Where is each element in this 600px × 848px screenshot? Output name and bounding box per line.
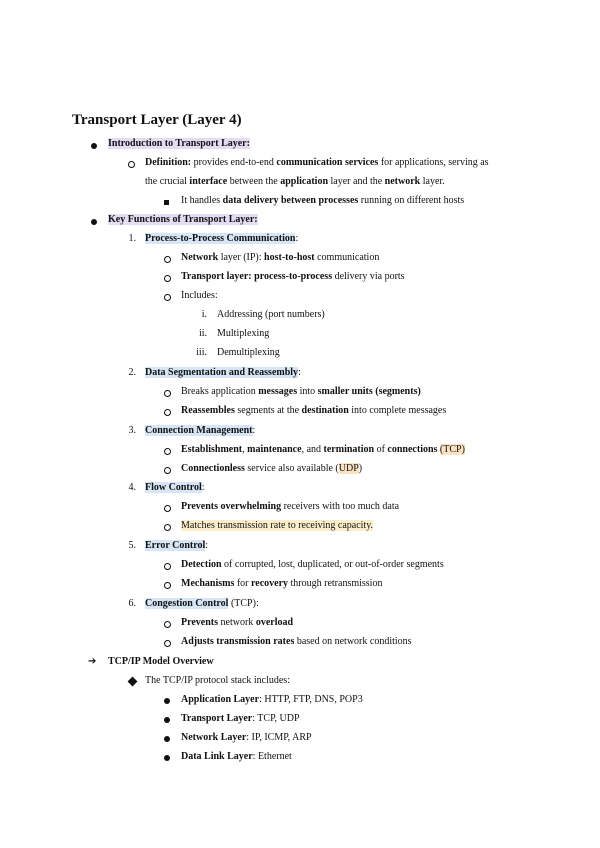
function-1-item-transport: Transport layer: process-to-process delivery via ports	[181, 271, 405, 282]
bullet-circle-icon	[164, 253, 171, 267]
handles-line: It handles data delivery between processes running on different hosts	[181, 195, 465, 206]
definition-line-2: the crucial interface between the application layer and the network layer.	[145, 176, 445, 187]
bullet-circle-icon	[164, 406, 171, 420]
bullet-circle-icon	[164, 502, 171, 516]
bullet-circle-icon	[164, 560, 171, 574]
roman-numeral: iii.	[196, 347, 207, 358]
bullet-dot-icon	[164, 751, 170, 765]
function-3-heading: Connection Management:	[145, 425, 256, 436]
function-2-item-breaks: Breaks application messages into smaller units (segments)	[181, 386, 421, 397]
bullet-dot-icon	[164, 732, 170, 746]
bullet-circle-icon	[164, 521, 171, 535]
includes-item: Demultiplexing	[217, 347, 280, 358]
tcpip-stack-intro: The TCP/IP protocol stack includes:	[145, 675, 290, 686]
function-5-item-detection: Detection of corrupted, lost, duplicated, or out-of-order segments	[181, 559, 444, 570]
bullet-circle-icon	[164, 272, 171, 286]
function-5-item-mechanisms: Mechanisms for recovery through retransmission	[181, 578, 383, 589]
key-functions-heading: Key Functions of Transport Layer:	[108, 214, 258, 225]
includes-item: Addressing (port numbers)	[217, 309, 325, 320]
tcpip-layer-item: Network Layer: IP, ICMP, ARP	[181, 732, 312, 743]
function-1-item-network: Network layer (IP): host-to-host communication	[181, 252, 380, 263]
list-number: 4.	[128, 482, 136, 493]
roman-numeral: i.	[201, 309, 207, 320]
bullet-square-icon	[164, 196, 169, 210]
function-1-heading: Process-to-Process Communication:	[145, 233, 299, 244]
bullet-dot-icon	[91, 139, 97, 153]
list-number: 6.	[128, 598, 136, 609]
function-1-item-includes: Includes:	[181, 290, 218, 301]
bullet-circle-icon	[164, 445, 171, 459]
function-3-item-establishment: Establishment, maintenance, and termination of connections (TCP)	[181, 444, 465, 455]
bullet-circle-icon	[128, 158, 135, 172]
tcpip-layer-item: Transport Layer: TCP, UDP	[181, 713, 300, 724]
bullet-dot-icon	[91, 215, 97, 229]
function-4-item-prevents: Prevents overwhelming receivers with too much data	[181, 501, 400, 512]
function-4-item-matches: Matches transmission rate to receiving capacity.	[181, 520, 374, 531]
tcpip-layer-item: Application Layer: HTTP, FTP, DNS, POP3	[181, 694, 363, 705]
bullet-circle-icon	[164, 579, 171, 593]
page-title: Transport Layer (Layer 4)	[72, 112, 242, 128]
bullet-circle-icon	[164, 291, 171, 305]
list-number: 3.	[128, 425, 136, 436]
roman-numeral: ii.	[198, 328, 207, 339]
list-number: 5.	[128, 540, 136, 551]
bullet-circle-icon	[164, 464, 171, 478]
function-6-heading: Congestion Control (TCP):	[145, 598, 259, 609]
bullet-dot-icon	[164, 713, 170, 727]
arrow-icon: ➔	[88, 656, 97, 667]
function-4-heading: Flow Control:	[145, 482, 205, 493]
bullet-circle-icon	[164, 618, 171, 632]
function-2-item-reassembles: Reassembles segments at the destination into complete messages	[181, 405, 447, 416]
includes-item: Multiplexing	[217, 328, 270, 339]
definition-line-1: Definition: provides end-to-end communication services for applications, serving as	[145, 157, 489, 168]
bullet-circle-icon	[164, 637, 171, 651]
function-6-item-prevents: Prevents network overload	[181, 617, 294, 628]
list-number: 2.	[128, 367, 136, 378]
tcpip-layer-item: Data Link Layer: Ethernet	[181, 751, 292, 762]
bullet-diamond-icon	[129, 675, 136, 689]
bullet-dot-icon	[164, 694, 170, 708]
function-5-heading: Error Control:	[145, 540, 209, 551]
function-3-item-connectionless: Connectionless service also available (UDP)	[181, 463, 363, 474]
tcpip-heading: TCP/IP Model Overview	[108, 656, 214, 667]
list-number: 1.	[128, 233, 136, 244]
function-6-item-adjusts: Adjusts transmission rates based on network conditions	[181, 636, 412, 647]
intro-heading: Introduction to Transport Layer:	[108, 138, 250, 149]
bullet-circle-icon	[164, 387, 171, 401]
function-2-heading: Data Segmentation and Reassembly:	[145, 367, 301, 378]
